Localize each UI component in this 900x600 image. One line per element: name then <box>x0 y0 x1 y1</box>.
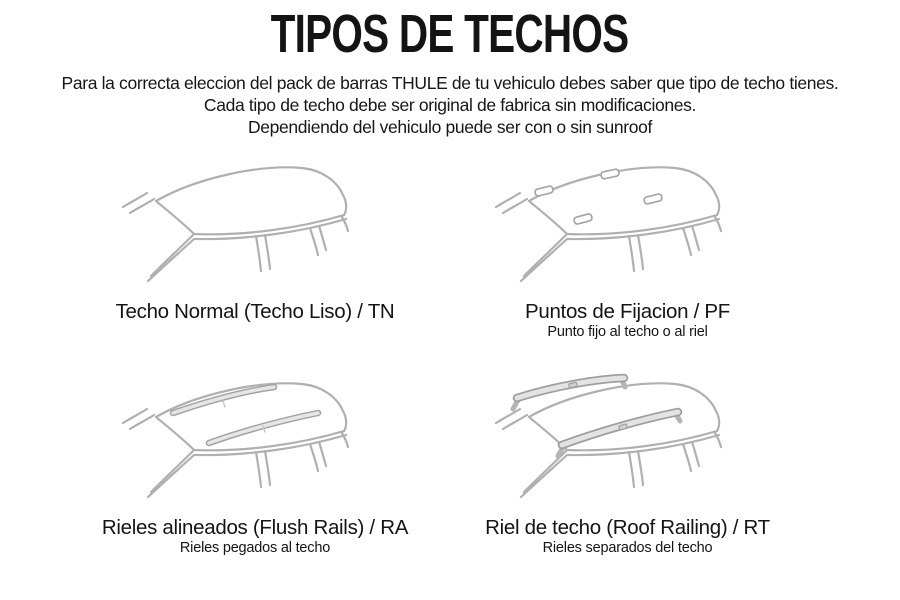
roof-type-card-ra <box>45 366 465 557</box>
intro-line: Cada tipo de techo debe ser original de fabrica sin modificaciones. <box>203 95 697 115</box>
roof-type-label-rt: Riel de techo (Roof Railing) / RT <box>485 516 770 539</box>
roof-fixed-points-drawing <box>463 150 793 298</box>
roof-type-sublabel-rt: Rieles separados del techo <box>542 540 713 556</box>
roof-type-sublabel-pf: Punto fijo al techo o al riel <box>547 324 708 340</box>
intro-line: Para la correcta eleccion del pack de barras THULE de tu vehiculo debes saber que tipo de techo tienes. <box>61 73 839 93</box>
roof-type-sublabel-ra: Rieles pegados al techo <box>179 540 331 556</box>
roof-normal-drawing <box>90 150 420 298</box>
roof-flush-rails-drawing <box>90 366 420 514</box>
page-title: TIPOS DE TECHOS <box>271 4 629 64</box>
roof-type-label-tn: Techo Normal (Techo Liso) / TN <box>115 300 395 323</box>
intro-paragraph <box>0 72 900 138</box>
roof-type-label-ra: Rieles alineados (Flush Rails) / RA <box>101 516 409 539</box>
roof-type-card-pf <box>420 150 835 341</box>
roof-type-label-pf: Puntos de Fijacion / PF <box>524 300 731 323</box>
intro-line: Dependiendo del vehiculo puede ser con o sin sunroof <box>247 117 653 137</box>
roof-raised-rails-drawing <box>463 366 793 514</box>
page-header <box>0 6 900 62</box>
roof-type-card-rt <box>420 366 835 557</box>
roof-type-card-tn <box>45 150 465 324</box>
